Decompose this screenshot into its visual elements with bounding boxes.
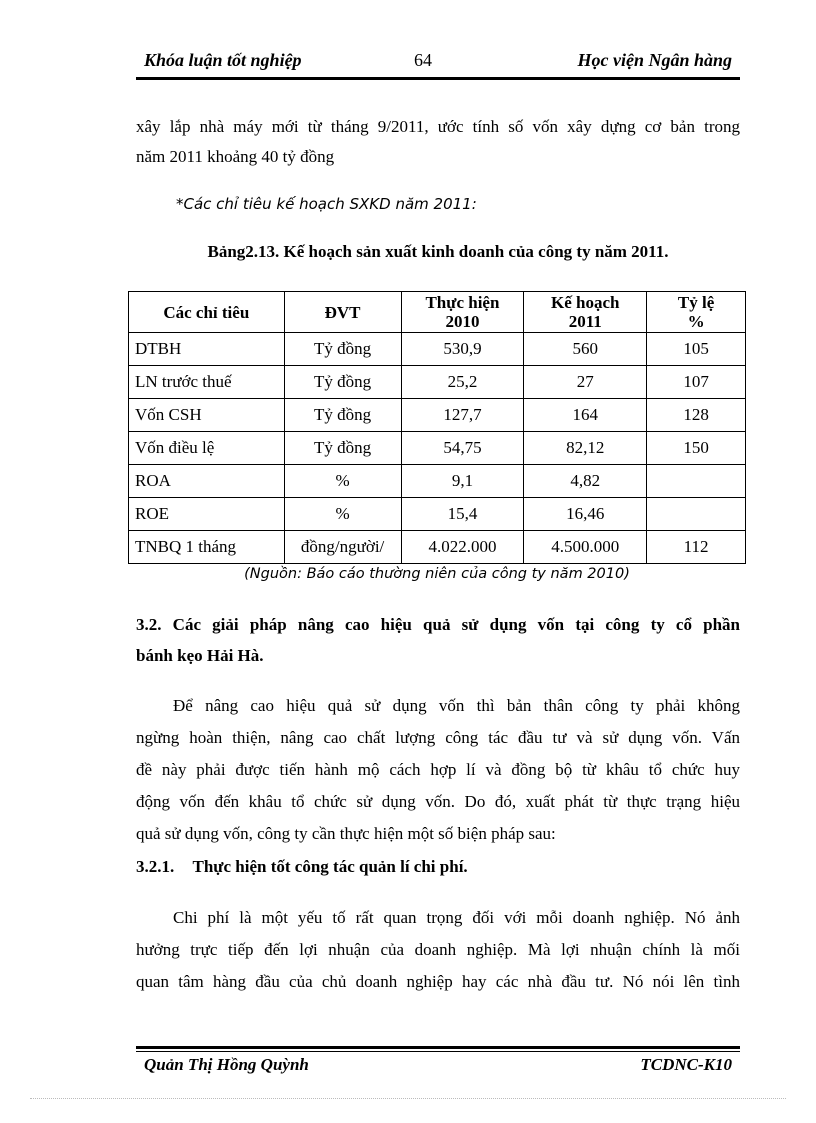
section-3-2-1-title: Thực hiện tốt công tác quản lí chi phí. <box>192 857 468 876</box>
cell-plan: 560 <box>524 333 647 366</box>
intro-line-2: năm 2011 khoảng 40 tỷ đồng <box>136 146 335 166</box>
business-plan-table <box>128 291 746 564</box>
page-header <box>136 50 740 74</box>
paragraph-line: đề này phải được tiến hành mộ cách hợp lí và đồng bộ từ khâu tổ chức huy <box>136 760 740 779</box>
header-cell-plan-2011: Kế hoạch 2011 <box>524 292 647 333</box>
table-source: (Nguồn: Báo cáo thường niên của công ty năm 2010) <box>244 566 630 582</box>
cell-plan: 16,46 <box>524 498 647 531</box>
cell-ratio <box>647 498 746 531</box>
cell-actual: 25,2 <box>401 366 524 399</box>
cell-actual: 15,4 <box>401 498 524 531</box>
header-right-title: Học viện Ngân hàng <box>577 50 732 70</box>
cell-name: ROE <box>129 498 285 531</box>
footer-rule-thin <box>136 1051 740 1052</box>
cell-name: Vốn điều lệ <box>129 432 285 465</box>
cell-unit: Tỷ đồng <box>284 432 401 465</box>
page-number: 64 <box>414 50 432 70</box>
footer-author: Quản Thị Hồng Quỳnh <box>144 1055 309 1074</box>
table-caption: Bảng2.13. Kế hoạch sản xuất kinh doanh của công ty năm 2011. <box>207 242 669 261</box>
cell-name: TNBQ 1 tháng <box>129 531 285 564</box>
header-cell-ratio: Tỷ lệ % <box>647 292 746 333</box>
cell-ratio: 107 <box>647 366 746 399</box>
intro-line-1: xây lắp nhà máy mới từ tháng 9/2011, ước tính số vốn xây dựng cơ bản trong <box>136 117 740 136</box>
cell-plan: 27 <box>524 366 647 399</box>
paragraph-line: Chi phí là một yếu tố rất quan trọng đối với mỗi doanh nghiệp. Nó ảnh <box>173 908 740 927</box>
cell-name: ROA <box>129 465 285 498</box>
cell-unit: Tỷ đồng <box>284 333 401 366</box>
section-3-2-1-number: 3.2.1. <box>136 857 175 876</box>
cell-plan: 164 <box>524 399 647 432</box>
cell-unit: đồng/người/ <box>284 531 401 564</box>
cell-ratio: 105 <box>647 333 746 366</box>
cell-unit: % <box>284 498 401 531</box>
table-row <box>129 432 746 465</box>
paragraph-line: quả sử dụng vốn, công ty cần thực hiện một số biện pháp sau: <box>136 824 556 843</box>
table-row <box>129 366 746 399</box>
cell-plan: 4,82 <box>524 465 647 498</box>
plan-note: *Các chỉ tiêu kế hoạch SXKD năm 2011: <box>176 195 477 213</box>
table-header-row <box>129 292 746 333</box>
cell-actual: 4.022.000 <box>401 531 524 564</box>
header-cell-actual-2010: Thực hiện 2010 <box>401 292 524 333</box>
section-3-2-1-paragraph <box>136 902 740 998</box>
page-bottom-divider <box>30 1098 786 1099</box>
cell-plan: 82,12 <box>524 432 647 465</box>
section-3-2-paragraph <box>136 690 740 850</box>
cell-unit: Tỷ đồng <box>284 366 401 399</box>
cell-unit: Tỷ đồng <box>284 399 401 432</box>
table-row <box>129 465 746 498</box>
intro-paragraph <box>136 112 740 171</box>
section-3-2-1-heading <box>136 857 468 877</box>
paragraph-line: ngừng hoàn thiện, nâng cao chất lượng công tác đầu tư và sử dụng vốn. Vấn <box>136 728 740 747</box>
cell-actual: 9,1 <box>401 465 524 498</box>
paragraph-line: động vốn đến khâu tổ chức sử dụng vốn. Do đó, xuất phát từ thực trạng hiệu <box>136 792 740 811</box>
table-row <box>129 399 746 432</box>
header-left-title: Khóa luận tốt nghiệp <box>144 50 302 70</box>
table-row <box>129 333 746 366</box>
section-3-2-heading <box>136 609 740 671</box>
header-rule <box>136 77 740 80</box>
cell-ratio: 112 <box>647 531 746 564</box>
cell-unit: % <box>284 465 401 498</box>
section-3-2-title-line-2: bánh kẹo Hải Hà. <box>136 646 264 665</box>
cell-name: Vốn CSH <box>129 399 285 432</box>
section-3-2-title-line-1: 3.2. Các giải pháp nâng cao hiệu quả sử dụng vốn tại công ty cổ phần <box>136 615 740 634</box>
cell-ratio: 128 <box>647 399 746 432</box>
cell-actual: 530,9 <box>401 333 524 366</box>
footer-rule <box>136 1046 740 1049</box>
cell-name: LN trước thuế <box>129 366 285 399</box>
header-cell-unit: ĐVT <box>284 292 401 333</box>
paragraph-line: quan tâm hàng đầu của chủ doanh nghiệp hay các nhà đầu tư. Nó nói lên tình <box>136 972 740 991</box>
cell-ratio <box>647 465 746 498</box>
cell-actual: 54,75 <box>401 432 524 465</box>
cell-plan: 4.500.000 <box>524 531 647 564</box>
cell-name: DTBH <box>129 333 285 366</box>
cell-ratio: 150 <box>647 432 746 465</box>
header-cell-indicator: Các chỉ tiêu <box>129 292 285 333</box>
footer-class-code: TCDNC-K10 <box>640 1055 732 1074</box>
paragraph-line: Để nâng cao hiệu quả sử dụng vốn thì bản thân công ty phải không <box>173 696 740 715</box>
table-row <box>129 498 746 531</box>
cell-actual: 127,7 <box>401 399 524 432</box>
paragraph-line: hưởng trực tiếp đến lợi nhuận của doanh nghiệp. Mà lợi nhuận chính là mối <box>136 940 740 959</box>
table-row <box>129 531 746 564</box>
